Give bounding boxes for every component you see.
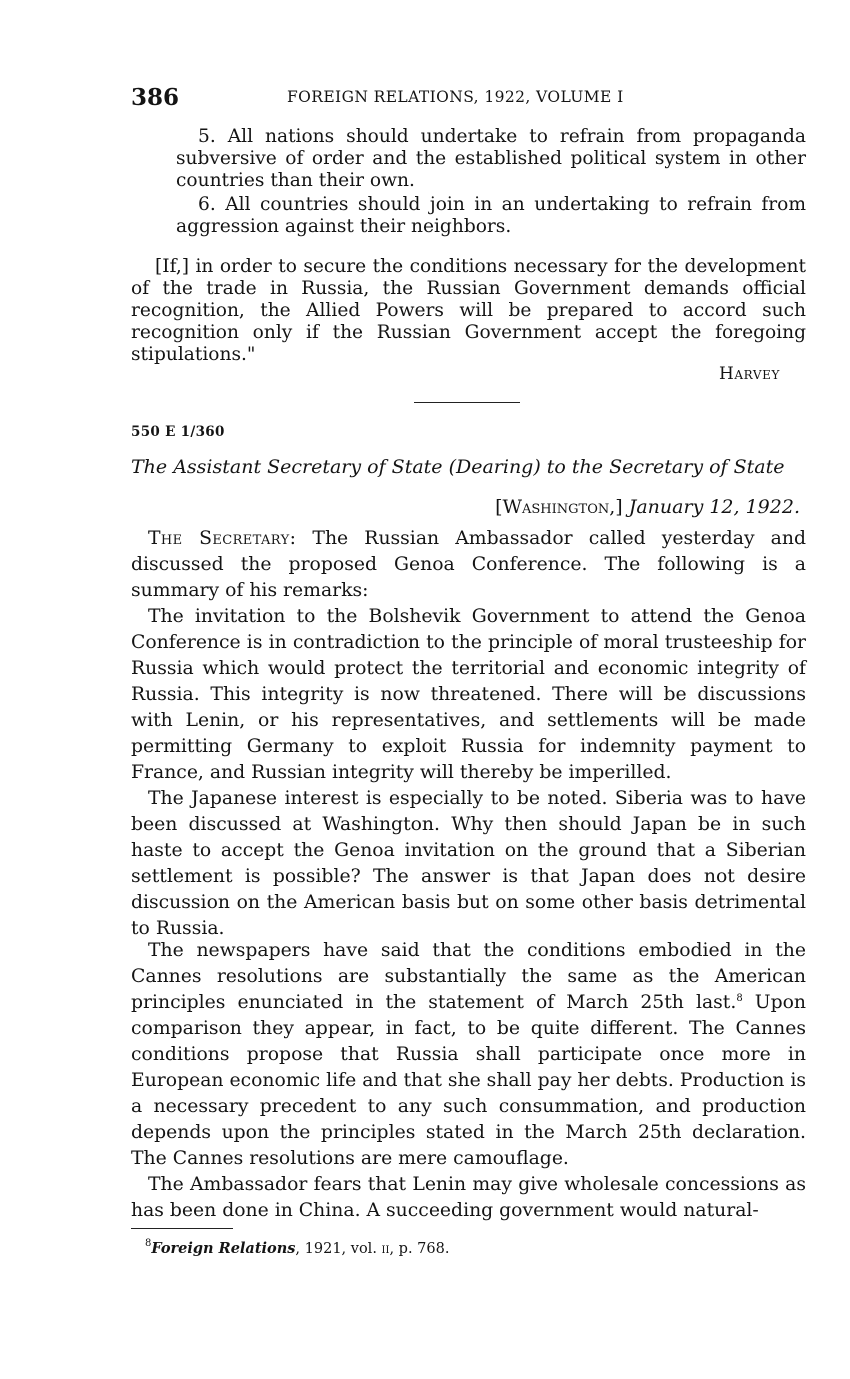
signature: Harvey	[718, 364, 780, 384]
stipulation-6: 6. All countries should join in an undertaking to refrain from aggression against their neighbors.	[176, 194, 806, 237]
page-number: 386	[131, 84, 180, 111]
paragraph-2-text: The invitation to the Bolshevik Government to attend the Genoa Conference is in contradiction to the principle of moral trusteeship for Russia which would protect the territorial and economic integrity of Russia. This integrity is now threatened. There will be discussions with Lenin, or his representatives, and settlements will be made permitting Germany to exploit Russia for indemnity payment to France, and Russian integrity will thereby be imperilled.	[131, 606, 806, 783]
footnote-page: , p. 768.	[389, 1241, 450, 1257]
footnote-volume: ii	[381, 1241, 390, 1257]
dateline-place: [Washington,]	[495, 496, 623, 518]
salutation: The Secretary:	[148, 528, 297, 549]
paragraph-2	[131, 604, 806, 786]
footnote-title: Foreign Relations	[151, 1240, 296, 1257]
paragraph-3	[131, 786, 806, 942]
paragraph-4	[131, 938, 806, 1172]
footnote-reference: 8	[736, 993, 743, 1004]
footnote-rest: , 1921, vol.	[295, 1241, 382, 1257]
running-head: FOREIGN RELATIONS, 1922, VOLUME I	[287, 88, 624, 106]
dateline-date: January 12, 1922.	[628, 496, 800, 518]
closing-paragraph: [If,] in order to secure the conditions necessary for the development of the trade in Russia, the Russian Government demands official recognition, the Allied Powers will be prepared to accord such recognition only if the Russian Government accept the foregoing stipulations."	[131, 256, 806, 365]
paragraph-4-text-a: The newspapers have said that the conditions embodied in the Cannes resolutions are substantially the same as the American principles enunciated in the statement of March 25th last.	[131, 940, 806, 1013]
paragraph-5-text: The Ambassador fears that Lenin may give wholesale concessions as has been done in China. A succeeding government would natural-	[131, 1174, 806, 1221]
footnote-marker: 8	[145, 1238, 152, 1249]
page-header	[131, 84, 811, 114]
paragraph-1	[131, 526, 806, 604]
paragraph-3-text: The Japanese interest is especially to be noted. Siberia was to have been discussed at Washington. Why then should Japan be in such haste to accept the Genoa invitation on the ground that a Siberian settlement is possible? The answer is that Japan does not desire discussion on the American basis but on some other basis detrimental to Russia.	[131, 788, 806, 939]
dateline	[495, 496, 800, 518]
file-number: 550 E 1/360	[131, 424, 225, 440]
paragraph-1-text: The Russian Ambassador called yesterday and discussed the proposed Genoa Conference. The following is a summary of his remarks:	[131, 528, 806, 601]
footnote	[145, 1240, 449, 1257]
paragraph-5	[131, 1172, 806, 1224]
footnote-rule	[131, 1228, 233, 1229]
section-divider	[414, 402, 520, 403]
document-title: The Assistant Secretary of State (Dearing) to the Secretary of State	[131, 456, 785, 478]
stipulation-5: 5. All nations should undertake to refrain from propaganda subversive of order and the established political system in other countries than their own.	[176, 126, 806, 191]
paragraph-4-text-b: Upon comparison they appear, in fact, to be quite different. The Cannes conditions propose that Russia shall participate once more in European economic life and that she shall pay her debts. Production is a necessary precedent to any such consummation, and production depends upon the principles stated in the March 25th declaration. The Cannes resolutions are mere camouflage.	[131, 992, 806, 1169]
